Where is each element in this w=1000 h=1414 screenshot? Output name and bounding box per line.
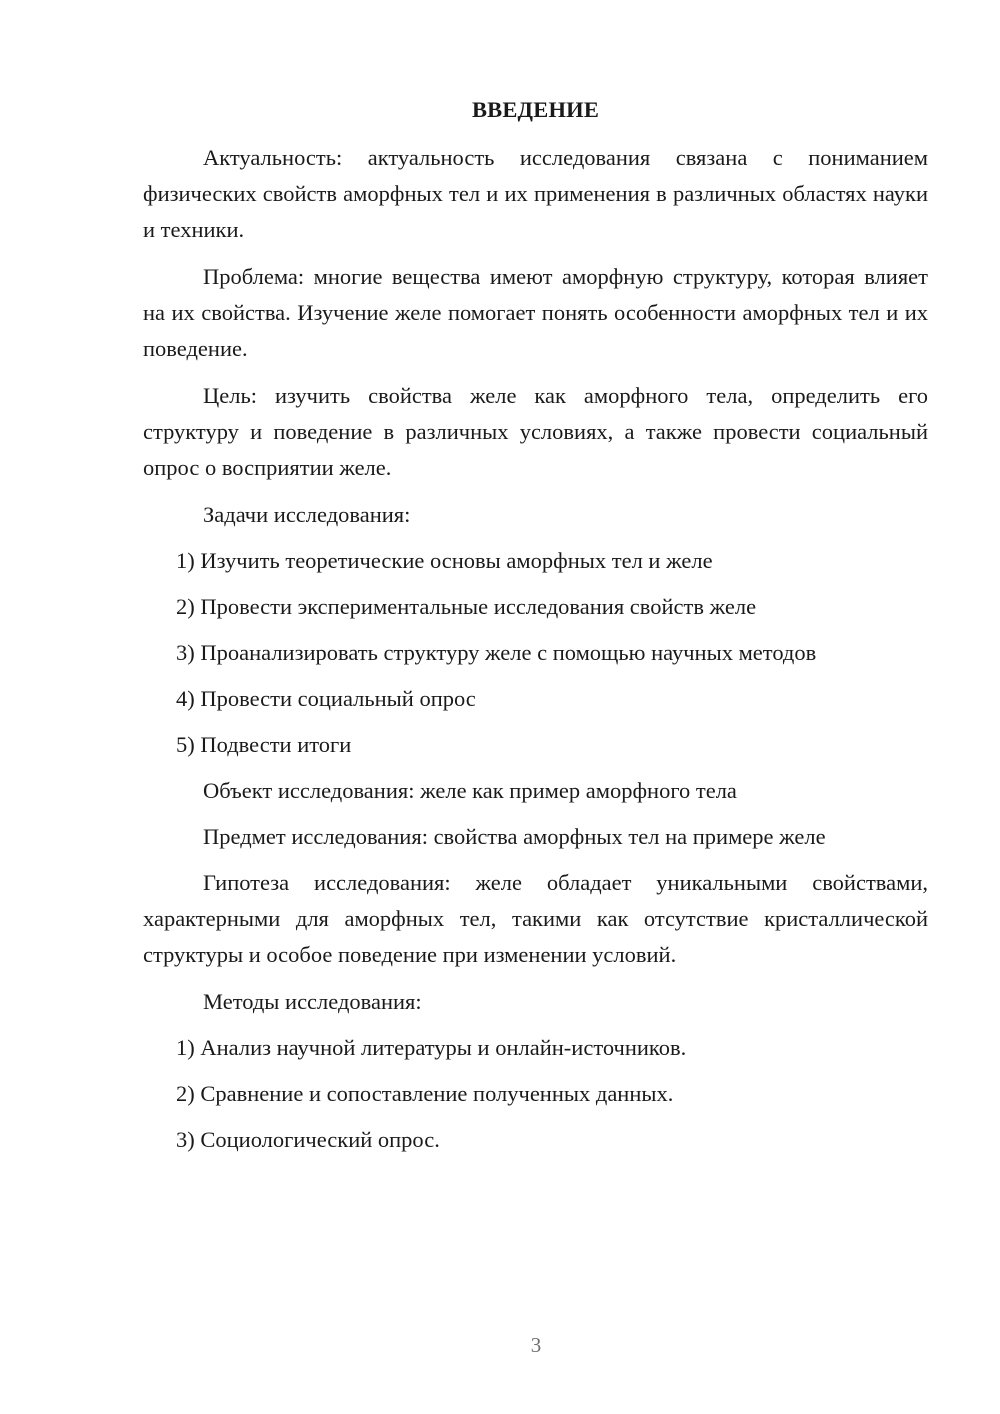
- task-item: 1) Изучить теоретические основы аморфных тел и желе: [176, 548, 713, 573]
- method-item: 1) Анализ научной литературы и онлайн-источников.: [176, 1035, 687, 1060]
- task-item: 5) Подвести итоги: [176, 732, 352, 757]
- method-item: 3) Социологический опрос.: [176, 1127, 440, 1152]
- task-item: 4) Провести социальный опрос: [176, 686, 476, 711]
- object-paragraph: Объект исследования: желе как пример аморфного тела: [203, 778, 737, 803]
- page-number: 3: [530, 1333, 542, 1357]
- task-item: 3) Проанализировать структуру желе с помощью научных методов: [176, 640, 817, 665]
- task-item: 2) Провести экспериментальные исследования свойств желе: [176, 594, 757, 619]
- methods-heading: Методы исследования:: [203, 989, 422, 1014]
- subject-paragraph: Предмет исследования: свойства аморфных тел на примере желе: [203, 824, 826, 849]
- hypothesis-paragraph: Гипотеза исследования: желе обладает уникальными свойствами, характерными для аморфных тел, такими как отсутствие кристаллической структуры и особое поведение при изменении условий.: [143, 870, 928, 967]
- relevance-paragraph: Актуальность: актуальность исследования связана с пониманием физических свойств аморфных тел и их применения в различных областях науки и техники.: [143, 145, 928, 242]
- page-title: ВВЕДЕНИЕ: [471, 97, 600, 122]
- tasks-heading: Задачи исследования:: [203, 502, 411, 527]
- problem-paragraph: Проблема: многие вещества имеют аморфную структуру, которая влияет на их свойства. Изучение желе помогает понять особенности аморфных тел и их поведение.: [143, 264, 928, 361]
- document-page: [143, 92, 928, 1168]
- goal-paragraph: Цель: изучить свойства желе как аморфного тела, определить его структуру и поведение в различных условиях, а также провести социальный опрос о восприятии желе.: [143, 383, 928, 480]
- method-item: 2) Сравнение и сопоставление полученных данных.: [176, 1081, 674, 1106]
